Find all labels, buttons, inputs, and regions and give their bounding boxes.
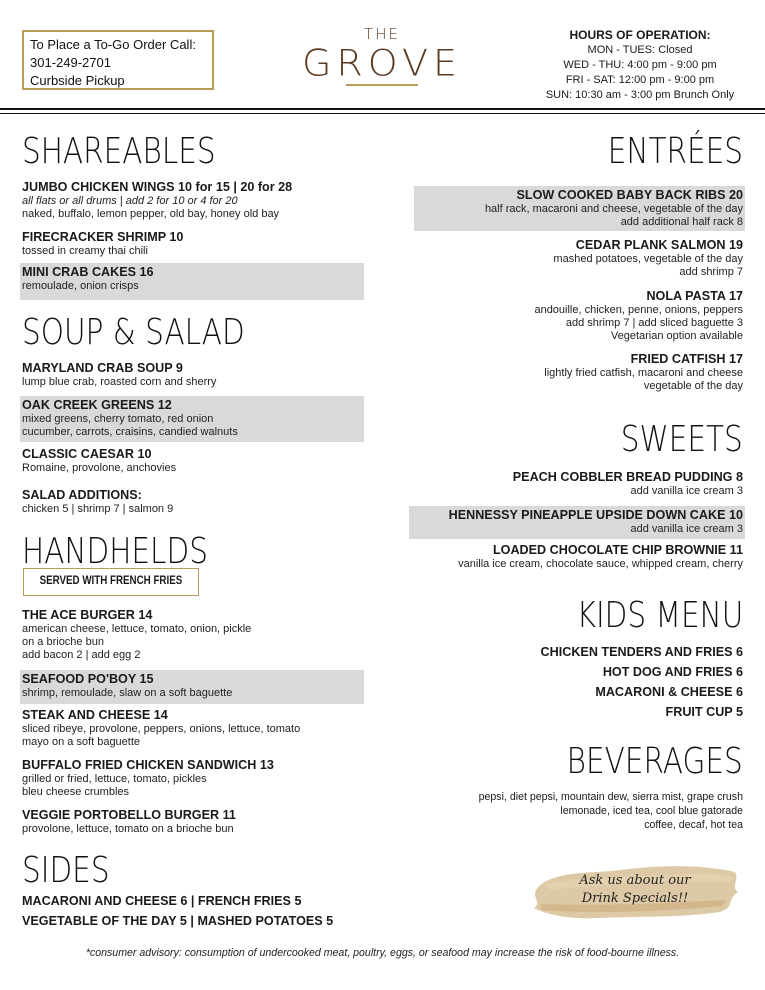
item-name: FIRECRACKER SHRIMP 10 xyxy=(22,230,184,244)
hours-of-operation xyxy=(535,28,745,103)
beverage-line: coffee, decaf, hot tea xyxy=(644,819,743,831)
beverages-list xyxy=(479,790,743,832)
item-name: MARYLAND CRAB SOUP 9 xyxy=(22,361,183,375)
item-name: HENNESSY PINEAPPLE UPSIDE DOWN CAKE 10 xyxy=(448,508,743,522)
menu-item xyxy=(22,808,364,836)
section-title-beverages: BEVERAGES xyxy=(566,741,743,782)
section-title-entrees: ENTRÉES xyxy=(607,131,743,172)
item-desc: add bacon 2 | add egg 2 xyxy=(22,649,141,661)
item-name: BUFFALO FRIED CHICKEN SANDWICH 13 xyxy=(22,758,274,772)
menu-item-highlighted xyxy=(20,396,364,442)
item-name: OAK CREEK GREENS 12 xyxy=(22,398,172,412)
order-line-1: To Place a To-Go Order Call: xyxy=(30,37,196,52)
menu-item xyxy=(22,447,364,475)
item-desc: provolone, lettuce, tomato on a brioche bun xyxy=(22,823,234,835)
item-desc: lump blue crab, roasted corn and sherry xyxy=(22,376,217,388)
drink-specials-note xyxy=(560,872,710,908)
menu-item xyxy=(458,543,743,571)
item-desc: add shrimp 7 xyxy=(679,266,743,278)
beverage-line: lemonade, iced tea, cool blue gatorade xyxy=(560,805,743,817)
item-desc: mashed potatoes, vegetable of the day xyxy=(553,253,743,265)
menu-item-highlighted xyxy=(409,506,745,539)
item-desc: chicken 5 | shrimp 7 | salmon 9 xyxy=(22,503,174,515)
beverage-line: pepsi, diet pepsi, mountain dew, sierra mist, grape crush xyxy=(478,791,743,803)
hours-row: FRI - SAT: 12:00 pm - 9:00 pm xyxy=(565,74,715,86)
item-name: PEACH COBBLER BREAD PUDDING 8 xyxy=(512,470,743,484)
menu-item-highlighted xyxy=(20,263,364,300)
logo-underline xyxy=(346,84,418,86)
header-divider xyxy=(0,108,765,110)
order-line-3: Curbside Pickup xyxy=(30,73,125,88)
kids-item: CHICKEN TENDERS AND FRIES 6 xyxy=(540,645,743,659)
menu-item xyxy=(22,608,364,662)
item-desc: sliced ribeye, provolone, peppers, onions, lettuce, tomato xyxy=(22,723,301,735)
item-desc: cucumber, carrots, craisins, candied walnuts xyxy=(22,426,238,438)
item-desc: american cheese, lettuce, tomato, onion, pickle xyxy=(22,623,252,635)
sides-list xyxy=(22,891,333,931)
served-with-fries-text: SERVED WITH FRENCH FRIES xyxy=(39,575,183,587)
kids-item: HOT DOG AND FRIES 6 xyxy=(602,665,743,679)
item-desc: bleu cheese crumbles xyxy=(22,786,130,798)
order-phone[interactable]: 301-249-2701 xyxy=(30,55,111,70)
item-name: NOLA PASTA 17 xyxy=(646,289,743,303)
kids-menu-list xyxy=(541,642,743,722)
menu-item xyxy=(513,470,743,498)
menu-item xyxy=(22,230,364,258)
served-with-fries-badge xyxy=(23,568,199,596)
section-title-kids-menu: KIDS MENU xyxy=(576,595,743,636)
item-desc: Vegetarian option available xyxy=(610,330,743,342)
item-desc: naked, buffalo, lemon pepper, old bay, honey old bay xyxy=(22,208,280,220)
item-desc: add vanilla ice cream 3 xyxy=(630,523,743,535)
item-desc: mayo on a soft baguette xyxy=(22,736,141,748)
item-desc: mixed greens, cherry tomato, red onion xyxy=(22,413,214,425)
section-title-sides: SIDES xyxy=(22,850,110,891)
drink-specials-line: Ask us about our xyxy=(579,873,691,888)
item-name: STEAK AND CHEESE 14 xyxy=(22,708,168,722)
logo-grove: GROVE xyxy=(301,42,463,84)
item-desc: vanilla ice cream, chocolate sauce, whipped cream, cherry xyxy=(458,558,743,570)
item-name: JUMBO CHICKEN WINGS 10 for 15 | 20 for 28 xyxy=(22,180,293,194)
item-desc: remoulade, onion crisps xyxy=(22,280,139,292)
drink-specials-line: Drink Specials!! xyxy=(581,891,689,906)
item-name: CEDAR PLANK SALMON 19 xyxy=(575,238,743,252)
item-desc: add shrimp 7 | add sliced baguette 3 xyxy=(565,317,743,329)
section-title-soup-salad: SOUP & SALAD xyxy=(22,312,245,353)
item-name: SEAFOOD PO'BOY 15 xyxy=(22,672,154,686)
item-name: VEGGIE PORTOBELLO BURGER 11 xyxy=(22,808,236,822)
item-name: FRIED CATFISH 17 xyxy=(630,352,743,366)
menu-item xyxy=(22,758,364,799)
item-desc: andouille, chicken, penne, onions, peppers xyxy=(534,304,743,316)
kids-item: MACARONI & CHEESE 6 xyxy=(595,685,743,699)
menu-item xyxy=(544,352,743,393)
menu-item xyxy=(534,289,743,343)
item-desc: Romaine, provolone, anchovies xyxy=(22,462,177,474)
hours-row: SUN: 10:30 am - 3:00 pm Brunch Only xyxy=(545,89,735,101)
item-name: THE ACE BURGER 14 xyxy=(22,608,153,622)
item-name: SLOW COOKED BABY BACK RIBS 20 xyxy=(516,188,743,202)
item-name: MINI CRAB CAKES 16 xyxy=(22,265,154,279)
menu-item-highlighted xyxy=(414,186,745,231)
item-desc: grilled or fried, lettuce, tomato, pickles xyxy=(22,773,207,785)
section-title-sweets: SWEETS xyxy=(620,419,743,460)
item-desc: all flats or all drums | add 2 for 10 or 4 for 20 xyxy=(22,195,238,207)
item-desc: add vanilla ice cream 3 xyxy=(630,485,743,497)
section-title-handhelds: HANDHELDS xyxy=(22,531,208,572)
item-desc: tossed in creamy thai chili xyxy=(22,245,148,257)
sides-line: MACARONI AND CHEESE 6 | FRENCH FRIES 5 xyxy=(22,894,302,908)
kids-item: FRUIT CUP 5 xyxy=(665,705,743,719)
consumer-advisory: *consumer advisory: consumption of undercooked meat, poultry, eggs, or seafood may increase the risk of food-bourne illness. xyxy=(85,947,680,959)
header-divider-thin xyxy=(0,113,765,114)
menu-item-highlighted xyxy=(20,670,364,704)
hours-row: WED - THU: 4:00 pm - 9:00 pm xyxy=(563,59,717,71)
menu-item xyxy=(553,238,743,279)
menu-item xyxy=(22,361,364,389)
menu-item xyxy=(22,488,364,516)
item-desc: lightly fried catfish, macaroni and cheese xyxy=(544,367,743,379)
menu-item xyxy=(22,708,364,749)
item-name: CLASSIC CAESAR 10 xyxy=(22,447,152,461)
menu-item xyxy=(22,180,364,221)
item-name: SALAD ADDITIONS: xyxy=(22,488,142,502)
item-desc: add additional half rack 8 xyxy=(620,216,743,228)
sides-line: VEGETABLE OF THE DAY 5 | MASHED POTATOES 5 xyxy=(22,914,334,928)
hours-row: MON - TUES: Closed xyxy=(587,44,693,56)
logo-the: THE xyxy=(364,25,400,43)
section-title-shareables: SHAREABLES xyxy=(22,131,216,172)
grove-logo xyxy=(282,26,482,86)
item-desc: on a brioche bun xyxy=(22,636,104,648)
item-name: LOADED CHOCOLATE CHIP BROWNIE 11 xyxy=(492,543,743,557)
item-desc: shrimp, remoulade, slaw on a soft baguette xyxy=(22,687,233,699)
to-go-order-box xyxy=(22,30,214,90)
item-desc: half rack, macaroni and cheese, vegetable of the day xyxy=(484,203,743,215)
hours-title: HOURS OF OPERATION: xyxy=(569,28,711,42)
item-desc: vegetable of the day xyxy=(643,380,743,392)
